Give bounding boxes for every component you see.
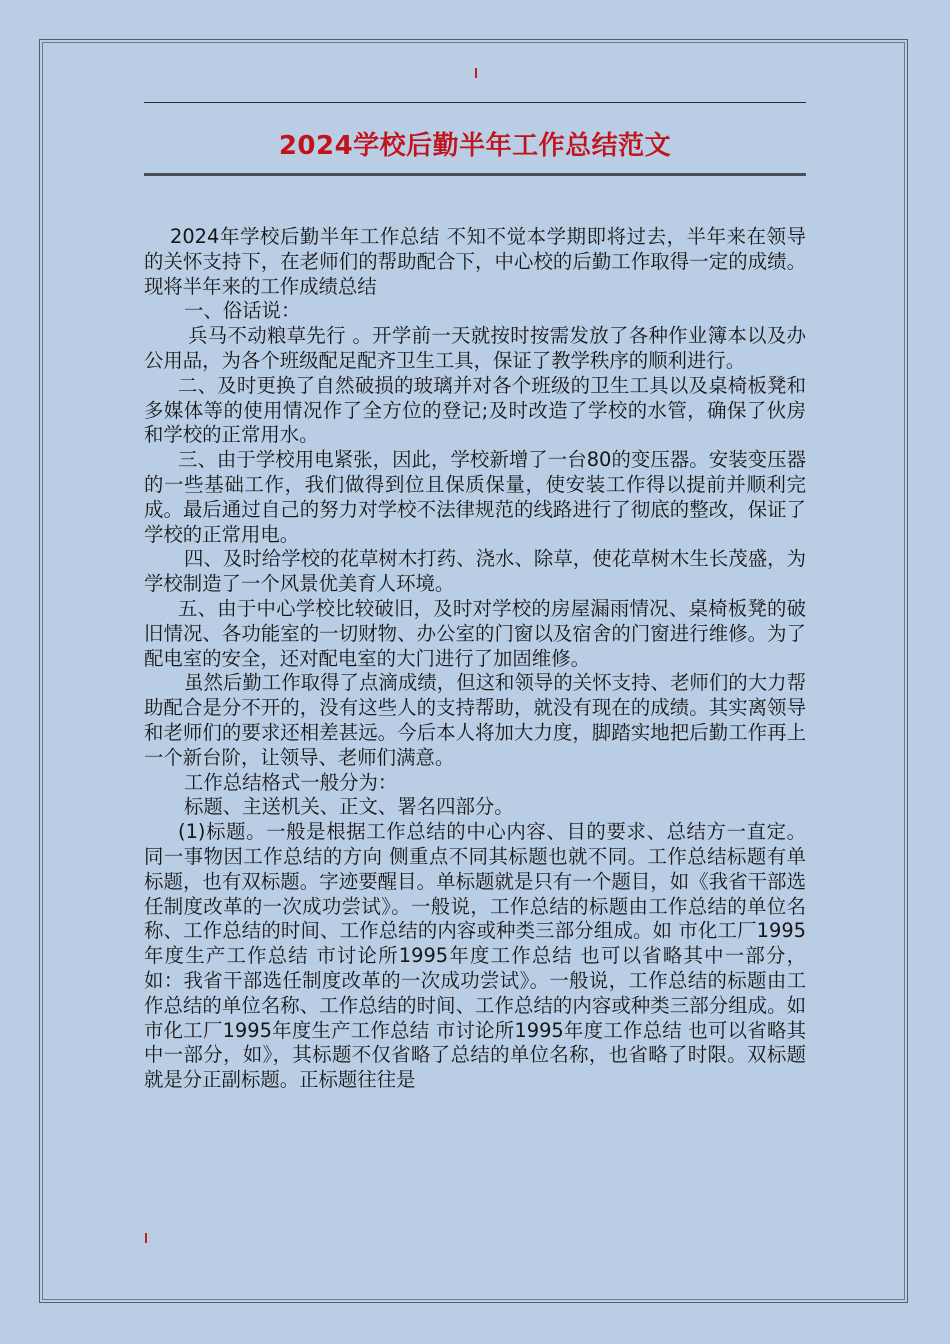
paragraph-heading-1: 一、俗话说： bbox=[184, 299, 301, 323]
paragraph-conclusion: 虽然后勤工作取得了点滴成绩，但这和领导的关怀支持、老师们的大力帮助配合是分不开的，没有这些人的支持帮助，就没有现在的成绩。其实离领导和老师们的要求还相差甚远。今后本人将加大力度，脚踏实地把后勤工作再上一个新台阶，让领导、老师们满意。 bbox=[144, 671, 806, 769]
paragraph-format-heading: 工作总结格式一般分为： bbox=[184, 770, 398, 794]
paragraph-item-1: 兵马不动粮草先行 。开学前一天就按时按需发放了各种作业簿本以及办公用品，为各个班级配足配齐卫生工具，保证了教学秩序的顺利进行。 bbox=[144, 324, 806, 372]
paragraph-format-title: (1)标题。一般是根据工作总结的中心内容、目的要求、总结方一直定。同一事物因工作总结的方向 侧重点不同其标题也就不同。工作总结标题有单标题，也有双标题。字迹要醒目。单标题就是只有一个题目，如《我省干部选任制度改革的一次成功尝试》。一般说，工作总结的标题由工作总结的单位名称、工作总结的时间、工作总结的内容或种类三部分组成。如 市化工厂1995年度生产工作总结 市讨论所1995年度工作总结 也可以省略其中一部分，如：我省干部选任制度改革的一次成功尝试》。一般说，工作总结的标题由工作总结的单位名称、工作总结的时间、工作总结的内容或种类三部分组成。如 市化工厂1995年度生产工作总结 市讨论所1995年度工作总结 也可以省略其中一部分，如》，其标题不仅省略了总结的单位名称，也省略了时限。双标题就是分正副标题。正标题往往是 bbox=[144, 820, 806, 1092]
paragraph-format-parts: 标题、主送机关、正文、署名四部分。 bbox=[184, 795, 514, 819]
header-rule bbox=[144, 102, 806, 103]
title-rule bbox=[144, 173, 806, 176]
document-title: 2024学校后勤半年工作总结范文 bbox=[278, 131, 672, 161]
paragraph-item-3: 三、由于学校用电紧张，因此，学校新增了一台80的变压器。安装变压器的一些基础工作，我们做得到位且保质保量，使安装工作得以提前并顺利完成。最后通过自己的努力对学校不法律规范的线路进行了彻底的整改，保证了学校的正常用电。 bbox=[144, 448, 806, 546]
header-mark bbox=[475, 68, 477, 78]
paragraph-item-2: 二、及时更换了自然破损的玻璃并对各个班级的卫生工具以及桌椅板凳和多媒体等的使用情况作了全方位的登记;及时改造了学校的水管，确保了伙房和学校的正常用水。 bbox=[144, 373, 806, 447]
footer-mark bbox=[145, 1233, 147, 1243]
paragraph-item-5: 五、由于中心学校比较破旧，及时对学校的房屋漏雨情况、桌椅板凳的破旧情况、各功能室的一切财物、办公室的门窗以及宿舍的门窗进行维修。为了配电室的安全，还对配电室的大门进行了加固维修。 bbox=[144, 596, 806, 670]
document-body bbox=[144, 225, 806, 1093]
paragraph-item-4: 四、及时给学校的花草树木打药、浇水、除草，使花草树木生长茂盛，为学校制造了一个风景优美育人环境。 bbox=[144, 547, 806, 596]
paragraph-intro: 2024年学校后勤半年工作总结 不知不觉本学期即将过去，半年来在领导的关怀支持下，在老师们的帮助配合下，中心校的后勤工作取得一定的成绩。现将半年来的工作成绩总结 bbox=[144, 225, 806, 298]
